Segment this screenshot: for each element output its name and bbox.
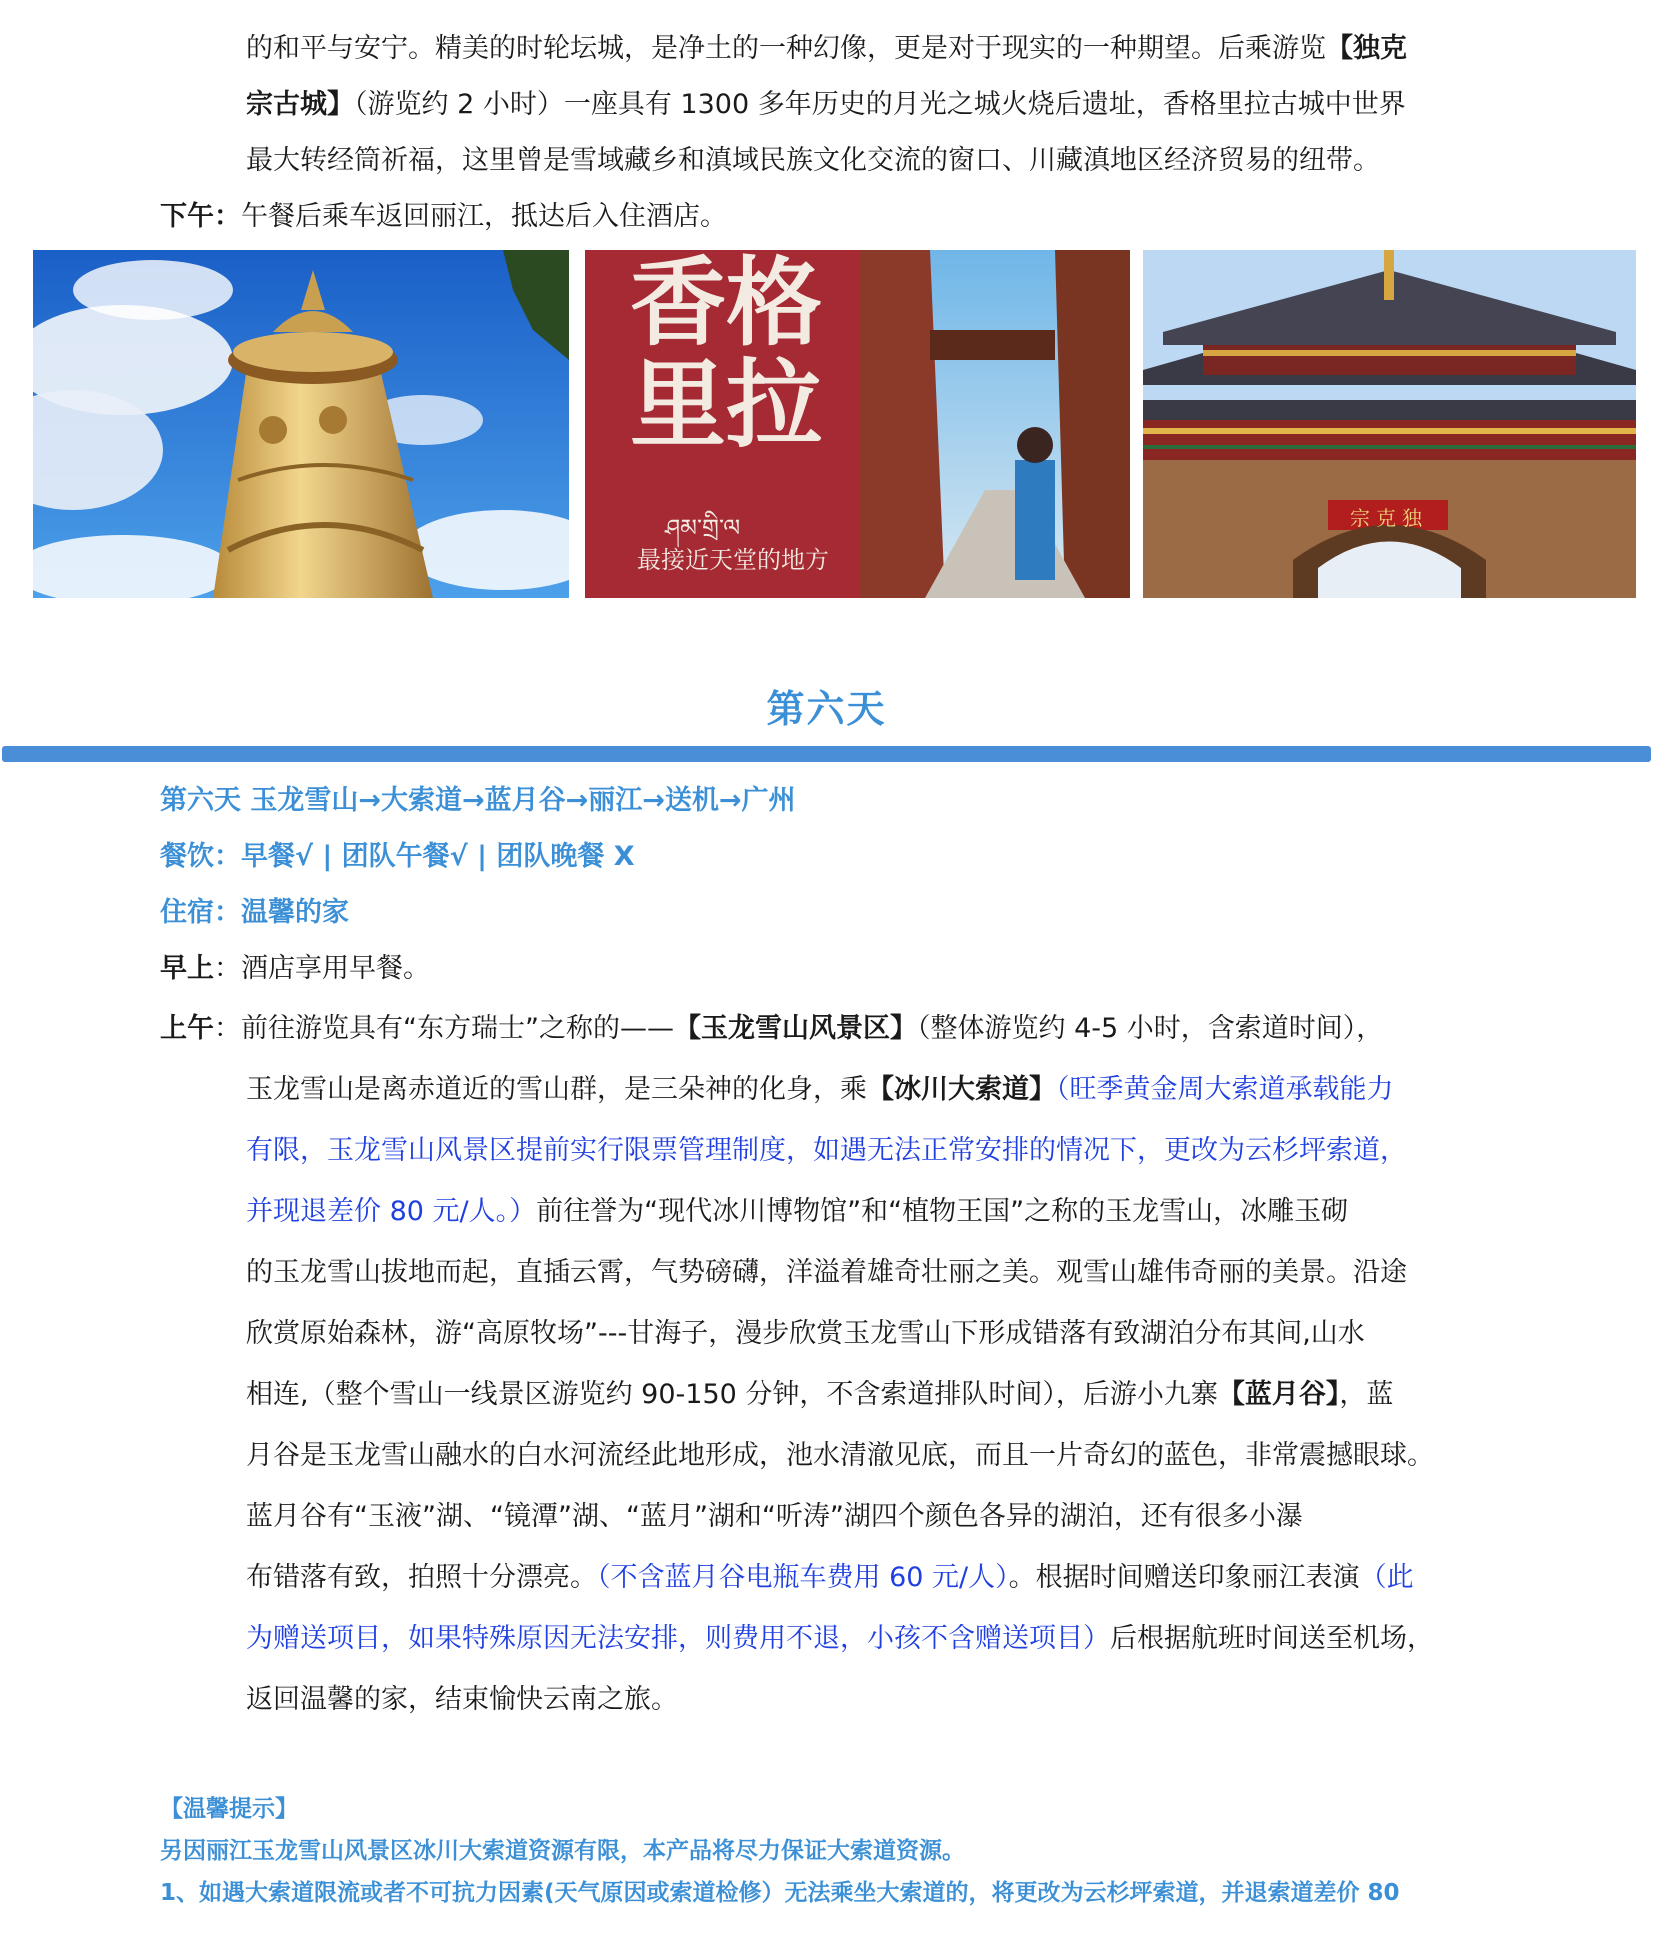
day6-section-title: 第六天 [766,687,887,731]
day6-morning: 早上：酒店享用早餐。 [160,953,430,984]
dukezong-gate-image [1143,250,1636,598]
afternoon-line [160,186,727,247]
intro-line-2: 宗古城】（游览约 2 小时）一座具有 1300 多年历史的月光之城火烧后遗址，香格里拉古城中世界 [246,89,1406,120]
prayer-wheel-image [33,250,569,598]
tips-title: 【温馨提示】 [160,1796,298,1822]
am-line-2: 玉龙雪山是离赤道近的雪山群，是三朵神的化身，乘【冰川大索道】（旺季黄金周大索道承载能力 [246,1074,1394,1105]
dukezong-gate-photo [1143,250,1636,598]
am-line-9: 蓝月谷有“玉液”湖、“镜潭”湖、“蓝月”湖和“听涛”湖四个颜色各异的湖泊，还有很多小瀑 [246,1501,1303,1532]
am-line-3: 有限，玉龙雪山风景区提前实行限票管理制度，如遇无法正常安排的情况下，更改为云杉坪索道， [246,1135,1407,1166]
am-line-10: 布错落有致，拍照十分漂亮。（不含蓝月谷电瓶车费用 60 元/人）。根据时间赠送印象丽江表演（此 [246,1562,1414,1593]
am-line-1: 上午：前往游览具有“东方瑞士”之称的——【玉龙雪山风景区】（整体游览约 4-5 小时，含索道时间）， [160,1013,1384,1044]
intro-line-1: 的和平与安宁。精美的时轮坛城，是净土的一种幻像，更是对于现实的一种期望。后乘游览【独克 [246,33,1407,64]
day6-stay: 住宿：温馨的家 [160,897,349,928]
day6-route: 第六天 玉龙雪山→大索道→蓝月谷→丽江→送机→广州 [160,785,796,816]
afternoon-text: 午餐后乘车返回丽江，抵达后入住酒店。 [241,201,727,232]
am-line-11: 为赠送项目，如果特殊原因无法安排，则费用不退，小孩不含赠送项目）后根据航班时间送至机场， [246,1623,1434,1654]
am-line-7: 相连,（整个雪山一线景区游览约 90-150 分钟，不含索道排队时间），后游小九寨【蓝月谷】，蓝 [246,1379,1394,1410]
am-line-5: 的玉龙雪山拔地而起，直插云霄，气势磅礴，洋溢着雄奇壮丽之美。观雪山雄伟奇丽的美景。沿途 [246,1257,1407,1288]
prayer-wheel-photo [33,250,569,598]
intro-line-3: 最大转经筒祈福，这里曾是雪域藏乡和滇域民族文化交流的窗口、川藏滇地区经济贸易的纽带。 [246,145,1380,176]
poster-calligraphy: 香格 里拉 [630,250,822,461]
day6-meals: 餐饮：早餐√ | 团队午餐√ | 团队晚餐 X [160,841,635,872]
am-line-8: 月谷是玉龙雪山融水的白水河流经此地形成，池水清澈见底，而且一片奇幻的蓝色，非常震撼眼球。 [246,1440,1434,1471]
poster-slogan: 最接近天堂的地方 [637,546,829,574]
shangrila-poster-photo [585,250,1130,598]
afternoon-label: 下午： [160,201,241,232]
tips-line-2: 1、如遇大索道限流或者不可抗力因素(天气原因或索道检修）无法乘坐大索道的，将更改为云杉坪索道，并退索道差价 80 [160,1880,1400,1906]
tips-line-1: 另因丽江玉龙雪山风景区冰川大索道资源有限，本产品将尽力保证大索道资源。 [160,1838,965,1864]
am-line-4: 并现退差价 80 元/人。）前往誉为“现代冰川博物馆”和“植物王国”之称的玉龙雪山，冰雕玉砌 [246,1196,1349,1227]
am-line-6: 欣赏原始森林，游“高原牧场”---甘海子，漫步欣赏玉龙雪山下形成错落有致湖泊分布其间,山水 [246,1318,1365,1349]
section-divider-bar [2,746,1651,762]
am-line-12: 返回温馨的家，结束愉快云南之旅。 [246,1684,678,1715]
gate-plaque: 宗克独 [1350,506,1428,530]
poster-tibetan-text: ཤམ་གྲི་ལ [665,514,741,542]
